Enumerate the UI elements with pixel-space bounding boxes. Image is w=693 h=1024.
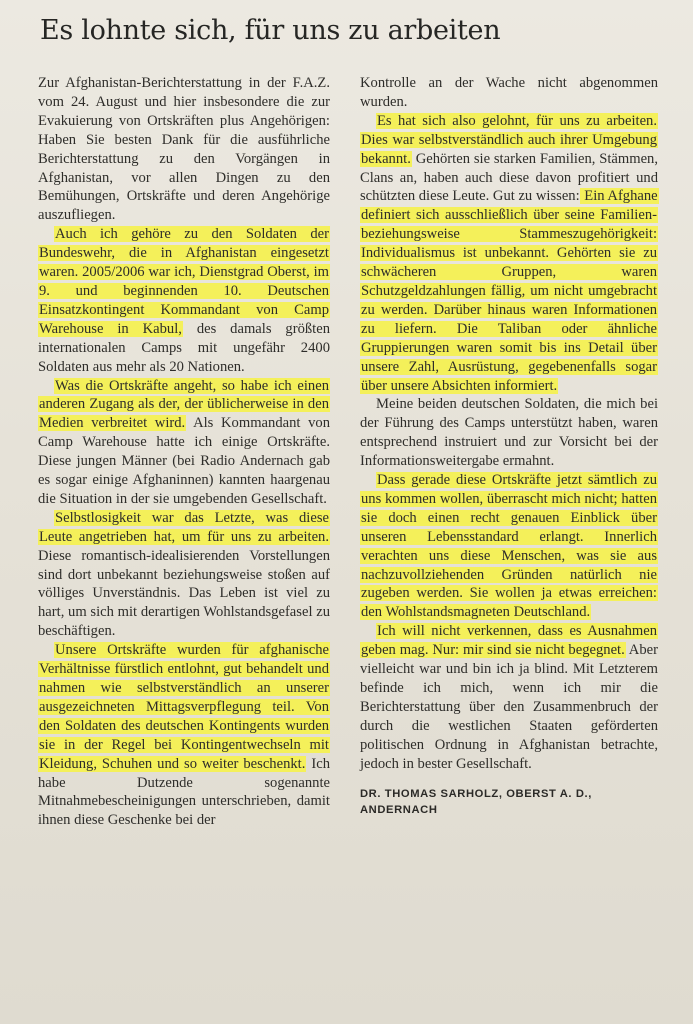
paragraph xyxy=(360,395,658,471)
highlighted-text: Dass gerade diese Ortskräfte jetzt sämtlich zu uns kommen wollen, überrascht mich nicht; hatten sie doch einen recht genauen Einblick über unseren Lebensstandard erlangt. Innerlich verachten uns diese Menschen, was sie aus nachzuvollziehenden Gründen natürlich nie zugeben werden. Sie wollen ja etwas erreichen: den Wohlstandsmagneten Deutschland. xyxy=(361,472,657,621)
highlighted-text: Unsere Ortskräfte wurden für afghanische Verhältnisse fürstlich entlohnt, gut behandelt und nahmen wie selbstverständlich an unserer ausgezeichneten Mittagsverpflegung teil. Von den Soldaten des deutschen Kontingents wurden sie in der Regel bei Kontingentwechseln mit Kleidung, Schuhen und so weiter beschenkt. xyxy=(39,642,329,772)
highlighted-text: Ich will nicht verkennen, dass es Ausnahmen geben mag. Nur: mir sind sie nicht begegnet. xyxy=(361,623,657,659)
paragraph-text: Ich habe Dutzende sogenannte Mitnahmebescheinigungen unterschrieben, damit ihnen diese Geschenke bei der xyxy=(38,755,330,829)
paragraph xyxy=(38,377,330,509)
paragraph xyxy=(360,622,658,773)
paragraph-text: Als Kommandant von Camp Warehouse hatte ich einige Ortskräfte. Diese jungen Männer (bei Radio Andernach gab es sogar einige Afghaninnen) kannten haargenau die Situation in der sie umgebenden Gesellschaft. xyxy=(38,415,330,507)
paragraph xyxy=(38,641,330,830)
paragraph-text: Meine beiden deutschen Soldaten, die mich bei der Führung des Camps unterstützt haben, waren entsprechend instruiert und zur Vorsicht bei der Informationsweitergabe ermahnt. xyxy=(360,396,658,470)
paragraph-text: Kontrolle an der Wache nicht abgenommen wurden. xyxy=(360,75,658,110)
left-column xyxy=(38,74,330,830)
paragraph-text: des damals größten internationalen Camps mit ungefähr 2400 Soldaten aus mehr als 20 Nationen. xyxy=(38,320,330,375)
paragraph xyxy=(38,74,330,225)
paragraph-text: Gehörten sie starken Familien, Stämmen, Clans an, haben auch diese davon profitiert und schützten diese Leute. Gut zu wissen: xyxy=(360,150,658,205)
paragraph-text: Diese romantisch-idealisierenden Vorstellungen sind dort unbekannt beziehungsweise stoßen auf völliges Unverständnis. Das Leben ist viel zu hart, um sich mit derartigen Wohlstandsgefasel zu beschäftigen. xyxy=(38,547,330,640)
highlighted-text: Auch ich gehöre zu den Soldaten der Bundeswehr, die in Afghanistan eingesetzt waren. 2005/2006 war ich, Dienstgrad Oberst, im 9. und beginnenden 10. Deutschen Einsatzkontingent Kommandant von Camp Warehouse in Kabul, xyxy=(39,226,329,337)
paragraph xyxy=(360,471,658,622)
highlighted-text: Was die Ortskräfte angeht, so habe ich einen anderen Zugang als der, der üblicherweise in den Medien verbreitet wird. xyxy=(39,377,329,432)
right-column xyxy=(360,74,658,818)
paragraph xyxy=(360,74,658,112)
highlighted-text: Ein Afghane definiert sich ausschließlich über seine Familien- beziehungsweise Stammeszugehörigkeit: Individualismus ist unbekannt. Gehörten sie zu schwächeren Gruppen, waren Schutzgeldzahlungen fällig, um nicht umgebracht zu werden. Darüber hinaus waren Informationen zu liefern. Die Taliban oder ähnliche Gruppierungen waren somit bis ins Detail über unsere Zahl, Ausrüstung, gegebenenfalls sogar über unsere Absichten informiert. xyxy=(361,188,658,394)
paragraph xyxy=(360,112,658,396)
author-signature: DR. THOMAS SARHOLZ, OBERST A. D., ANDERNACH xyxy=(360,787,592,816)
article-headline: Es lohnte sich, für uns zu arbeiten xyxy=(40,15,501,46)
paragraph xyxy=(38,509,330,641)
paragraph-text: Aber vielleicht war und bin ich ja blind. Mit Letzterem befinde ich mich, wenn ich mir die Berichterstattung über den Zusammenbruch der durch die westlichen Staaten geförderten politischen Ordnung in Afghanistan betrachte, jedoch in bester Gesellschaft. xyxy=(360,642,658,772)
paragraph-text: Zur Afghanistan-Berichterstattung in der F.A.Z. vom 24. August und hier insbesondere die zur Evakuierung von Ortskräften plus Angehörigen: Haben Sie besten Dank für die ausführliche Berichterstattung zu den Vorgängen in Afghanistan, vor allen Dingen zu den Bemühungen, Ortskräfte und deren Angehörige auszufliegen. xyxy=(38,75,330,224)
right-column-body xyxy=(360,74,658,774)
highlighted-text: Selbstlosigkeit war das Letzte, was diese Leute angetrieben hat, um für uns zu arbeiten. xyxy=(39,509,329,545)
highlighted-text: Es hat sich also gelohnt, für uns zu arbeiten. Dies war selbstverständlich auch ihrer Umgebung bekannt. xyxy=(361,112,657,167)
paragraph xyxy=(38,225,330,376)
